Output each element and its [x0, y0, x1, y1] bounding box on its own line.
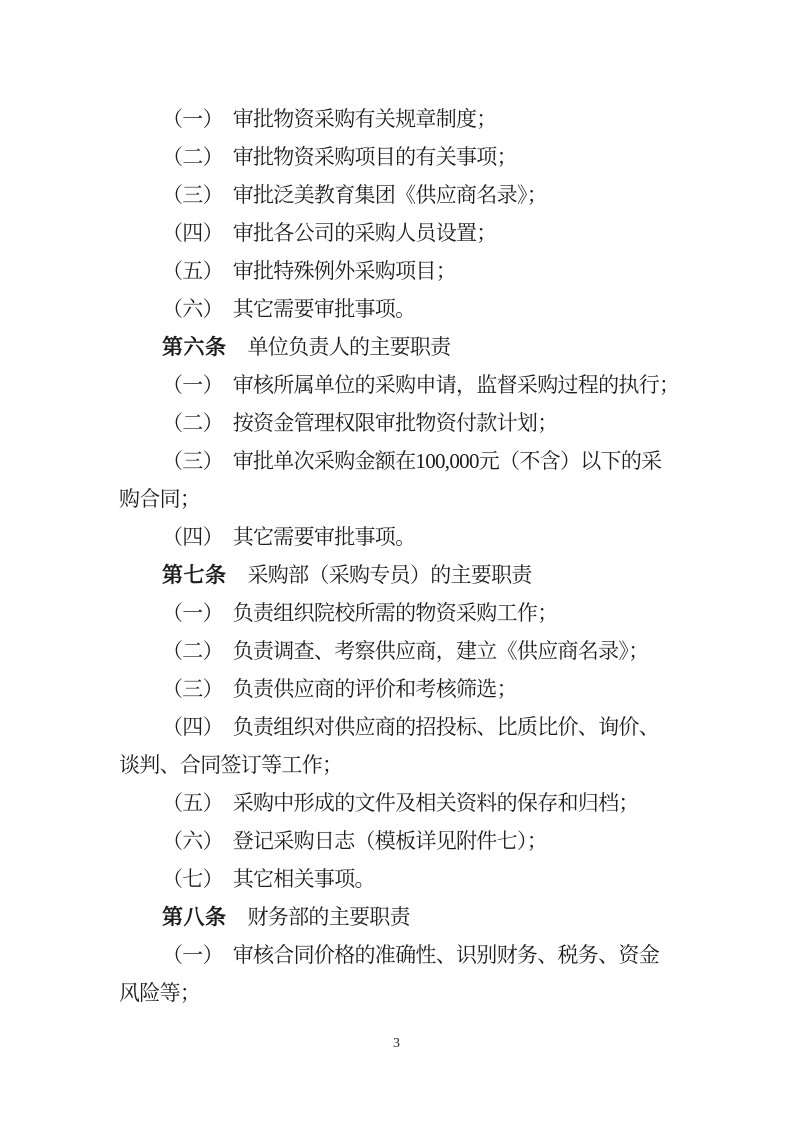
document-line: 风险等； [119, 981, 201, 1005]
article-title: 财务部的主要职责 [247, 905, 410, 929]
document-line: （二） 负责调查、考察供应商，建立《供应商名录》； [162, 639, 649, 663]
article-title: 单位负责人的主要职责 [247, 335, 451, 359]
document-line: （一） 负责组织院校所需的物资采购工作； [162, 601, 558, 625]
document-line: （一） 审核合同价格的准确性、识别财务、税务、资金 [162, 943, 659, 967]
article-number: 第六条 [162, 336, 227, 359]
document-line: （五） 采购中形成的文件及相关资料的保存和归档； [162, 791, 639, 815]
document-line: （三） 审批单次采购金额在100,000元（不含）以下的采 [162, 449, 662, 473]
section-heading [119, 328, 685, 366]
document-line: （三） 负责供应商的评价和考核筛选； [162, 677, 517, 701]
document-line: （四） 负责组织对供应商的招投标、比质比价、询价、 [162, 715, 659, 739]
article-number: 第七条 [162, 564, 227, 587]
section-heading [119, 556, 685, 594]
document-line: 购合同； [119, 487, 201, 511]
document-line: （六） 登记采购日志（模板详见附件七）； [162, 829, 547, 853]
article-number: 第八条 [162, 906, 227, 929]
document-line: （四） 审批各公司的采购人员设置； [162, 221, 497, 245]
document-line: （七） 其它相关事项。 [162, 867, 375, 891]
document-line: （四） 其它需要审批事项。 [162, 525, 416, 549]
document-line: （二） 审批物资采购项目的有关事项； [162, 145, 517, 169]
document-line: （三） 审批泛美教育集团《供应商名录》； [162, 183, 547, 207]
document-line: （五） 审批特殊例外采购项目； [162, 259, 456, 283]
section-heading [119, 898, 685, 936]
document-line: （一） 审核所属单位的采购申请，监督采购过程的执行； [162, 373, 680, 397]
page-number: 3 [393, 1036, 400, 1051]
document-line: （二） 按资金管理权限审批物资付款计划； [162, 411, 558, 435]
document-line: 谈判、合同签订等工作； [119, 753, 343, 777]
document-line: （一） 审批物资采购有关规章制度； [162, 107, 497, 131]
article-title: 采购部（采购专员）的主要职责 [247, 563, 532, 587]
document-body [119, 100, 685, 1012]
document-line: （六） 其它需要审批事项。 [162, 297, 416, 321]
